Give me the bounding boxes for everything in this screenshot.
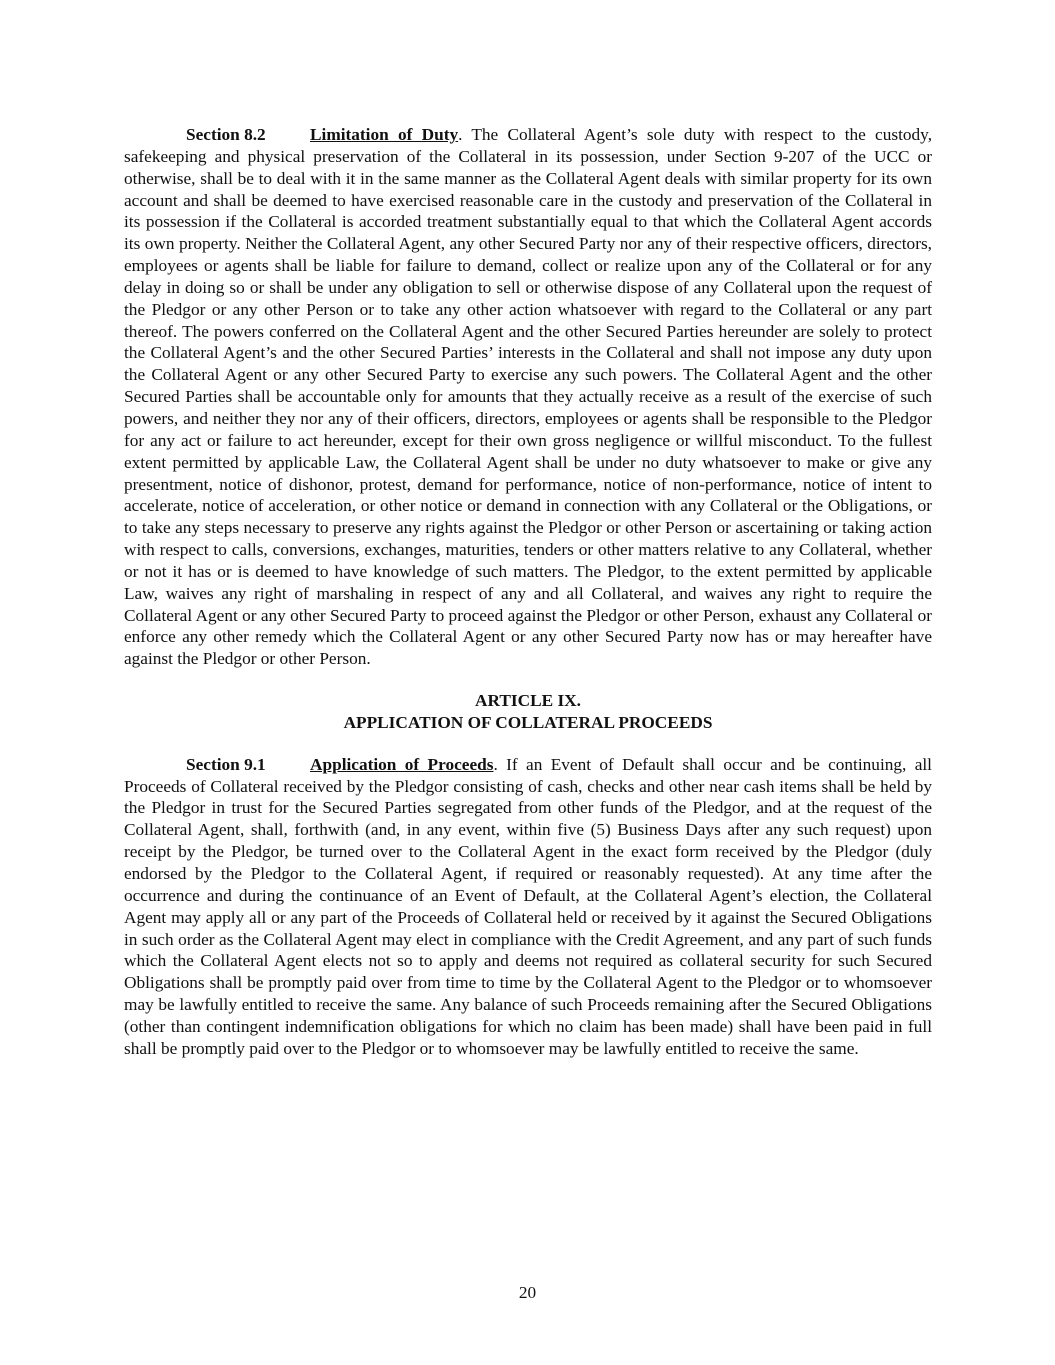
section-8-2-paragraph [124,124,932,670]
section-title: Application of Proceeds [310,754,494,774]
section-number: Section 9.1 [186,754,266,774]
article-number: ARTICLE IX. [475,691,581,711]
section-9-1-paragraph [124,754,932,1060]
article-heading [124,690,932,734]
section-body: . If an Event of Default shall occur and be continuing, all Proceeds of Collateral received by the Pledgor consisting of cash, checks and other near cash items shall be held by the Pledgor in trust for the Secured Parties segregated from other funds of the Pledgor, and at the request of the Collateral Agent, shall, forthwith (and, in any event, within five (5) Business Days after any such request) upon receipt by the Pledgor, be turned over to the Collateral Agent in the exact form received by the Pledgor (duly endorsed by the Pledgor to the Collateral Agent, if required or reasonably requested). At any time after the occurrence and during the continuance of an Event of Default, at the Collateral Agent’s election, the Collateral Agent may apply all or any part of the Proceeds of Collateral held or received by it against the Secured Obligations in such order as the Collateral Agent may elect in compliance with the Credit Agreement, and any part of such funds which the Collateral Agent elects not so to apply and deems not required as collateral security for such Secured Obligations shall be promptly paid over from time to time by the Collateral Agent to the Pledgor or to whomsoever may be lawfully entitled to receive the same. Any balance of such Proceeds remaining after the Secured Obligations (other than contingent indemnification obligations for which no claim has been made) shall have been paid in full shall be promptly paid over to the Pledgor or to whomsoever may be lawfully entitled to receive the same. [124,754,932,1058]
article-title: APPLICATION OF COLLATERAL PROCEEDS [343,712,713,732]
document-page [124,124,932,1060]
section-number: Section 8.2 [186,125,266,144]
page-number: 20 [518,1283,537,1302]
section-title: Limitation of Duty [310,125,459,144]
section-body: . The Collateral Agent’s sole duty with respect to the custody, safekeeping and physical preservation of the Collateral in its possession, under Section 9-207 of the UCC or otherwise, shall be to deal with it in the same manner as the Collateral Agent deals with similar property for its own account and shall be deemed to have exercised reasonable care in the custody and preservation of the Collateral in its possession if the Collateral is accorded treatment substantially equal to that which the Collateral Agent accords its own property. Neither the Collateral Agent, any other Secured Party nor any of their respective officers, directors, employees or agents shall be liable for failure to demand, collect or realize upon any of the Collateral or for any delay in doing so or shall be under any obligation to sell or otherwise dispose of any Collateral upon the request of the Pledgor or any other Person or to take any other action whatsoever with regard to the Collateral or any part thereof. The powers conferred on the Collateral Agent and the other Secured Parties hereunder are solely to protect the Collateral Agent’s and the other Secured Parties’ interests in the Collateral and shall not impose any duty upon the Collateral Agent or any other Secured Party to exercise any such powers. The Collateral Agent and the other Secured Parties shall be accountable only for amounts that they actually receive as a result of the exercise of such powers, and neither they nor any of their officers, directors, employees or agents shall be responsible to the Pledgor for any act or failure to act hereunder, except for their own gross negligence or willful misconduct. To the fullest extent permitted by applicable Law, the Collateral Agent shall be under no duty whatsoever to make or give any presentment, notice of dishonor, protest, demand for performance, notice of non-performance, notice of intent to accelerate, notice of acceleration, or other notice or demand in connection with any Collateral or the Obligations, or to take any steps necessary to preserve any rights against the Pledgor or other Person or ascertaining or taking action with respect to calls, conversions, exchanges, maturities, tenders or other matters relative to any Collateral, whether or not it has or is deemed to have knowledge of such matters. The Pledgor, to the extent permitted by applicable Law, waives any right of marshaling in respect of any and all Collateral, and waives any right to require the Collateral Agent or any other Secured Party to proceed against the Pledgor or other Person, exhaust any Collateral or enforce any other remedy which the Collateral Agent or any other Secured Party now has or may hereafter have against the Pledgor or other Person. [124,125,933,669]
